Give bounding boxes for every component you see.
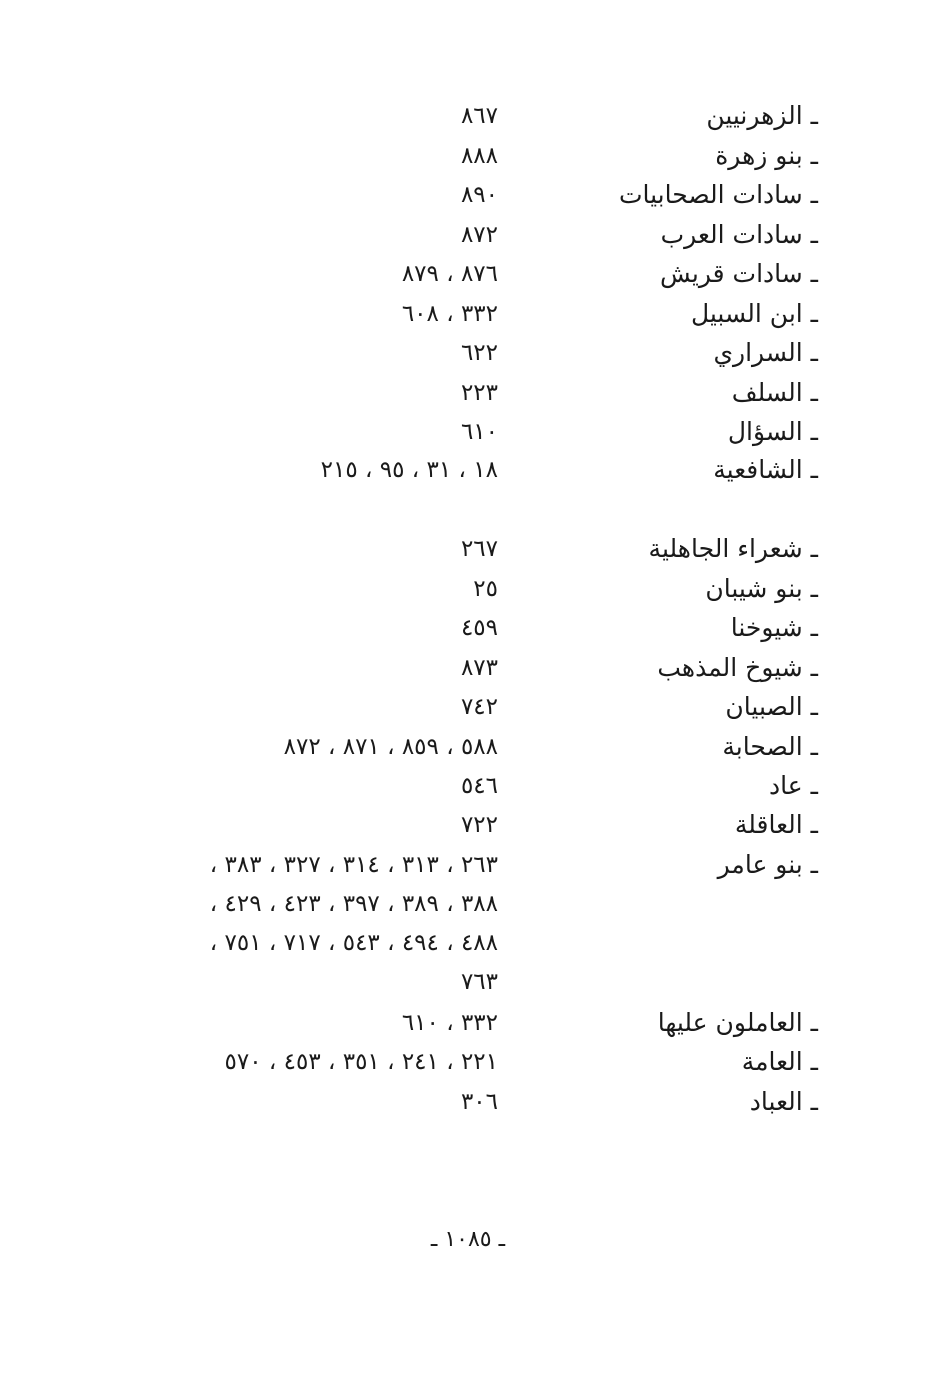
index-entry	[0, 373, 936, 413]
index-entry	[0, 727, 936, 767]
index-page-refs: ٥٤٦	[460, 773, 498, 799]
index-entry	[0, 608, 936, 648]
index-entry-continuation	[0, 923, 936, 963]
index-term: ـ الصبيان	[725, 692, 818, 721]
index-entry	[0, 845, 936, 885]
index-entry	[0, 96, 936, 136]
index-entry-continuation	[0, 962, 936, 1002]
index-page-refs: ٨٧٢	[460, 222, 498, 248]
index-term: ـ سادات قريش	[660, 259, 818, 288]
index-term: ـ شعراء الجاهلية	[648, 534, 818, 563]
index-page-refs: ٣٠٦	[460, 1089, 498, 1115]
index-page-refs: ٢٦٣ ، ٣١٣ ، ٣١٤ ، ٣٢٧ ، ٣٨٣ ،	[209, 852, 498, 878]
index-entry	[0, 215, 936, 255]
index-entry	[0, 450, 936, 490]
index-entry	[0, 1003, 936, 1043]
index-term: ـ الشافعية	[713, 455, 818, 484]
index-entry	[0, 412, 936, 452]
index-term: ـ شيوخ المذهب	[657, 653, 818, 682]
index-term: ـ العاقلة	[734, 810, 818, 839]
index-entry	[0, 569, 936, 609]
index-page-refs: ٨٧٣	[460, 655, 498, 681]
index-page-refs: ٧٦٣	[460, 969, 498, 995]
index-entry	[0, 294, 936, 334]
index-entry	[0, 766, 936, 806]
index-term: ـ العامة	[741, 1047, 818, 1076]
index-term: ـ شيوخنا	[730, 613, 818, 642]
index-page-refs: ٦١٠	[460, 419, 498, 445]
index-page-refs: ٨٩٠	[460, 182, 498, 208]
index-entry	[0, 175, 936, 215]
index-page-refs: ٢٦٧	[460, 536, 498, 562]
index-entry	[0, 136, 936, 176]
index-term: ـ السراري	[713, 338, 818, 367]
index-term: ـ سادات العرب	[660, 220, 818, 249]
index-page-refs: ٣٨٨ ، ٣٨٩ ، ٣٩٧ ، ٤٢٣ ، ٤٢٩ ،	[209, 891, 498, 917]
index-entry-continuation	[0, 884, 936, 924]
index-page-refs: ٧٤٢	[460, 694, 498, 720]
index-page-refs: ٥٨٨ ، ٨٥٩ ، ٨٧١ ، ٨٧٢	[283, 734, 498, 760]
index-page-refs: ١٨ ، ٣١ ، ٩٥ ، ٢١٥	[320, 457, 498, 483]
index-entry	[0, 648, 936, 688]
index-term: ـ الصحابة	[722, 732, 818, 761]
index-page-refs: ٣٣٢ ، ٦١٠	[401, 1010, 498, 1036]
index-entry	[0, 254, 936, 294]
index-term: ـ بنو عامر	[717, 850, 818, 879]
index-term: ـ العباد	[749, 1087, 818, 1116]
index-page-refs: ٢٢٣	[460, 380, 498, 406]
index-page-refs: ٣٣٢ ، ٦٠٨	[401, 301, 498, 327]
index-term: ـ عاد	[769, 771, 818, 800]
index-page-refs: ٦٢٢	[460, 340, 498, 366]
index-page-refs: ٢٥	[473, 576, 498, 602]
index-page-refs: ٨٦٧	[460, 103, 498, 129]
index-term: ـ السؤال	[727, 417, 818, 446]
index-term: ـ العاملون عليها	[657, 1008, 818, 1037]
index-page-refs: ٨٧٦ ، ٨٧٩	[401, 261, 498, 287]
index-term: ـ سادات الصحابيات	[618, 180, 818, 209]
index-term: ـ بنو زهرة	[715, 141, 818, 170]
index-entry	[0, 805, 936, 845]
index-page-refs: ٧٢٢	[460, 812, 498, 838]
page-number: ـ ١٠٨٥ ـ	[430, 1227, 506, 1252]
index-entry	[0, 687, 936, 727]
index-entry	[0, 529, 936, 569]
index-term: ـ الزهرنيين	[706, 101, 818, 130]
index-entry	[0, 333, 936, 373]
index-term: ـ السلف	[731, 378, 818, 407]
index-entry	[0, 1042, 936, 1082]
index-entry	[0, 1082, 936, 1122]
index-page-refs: ٢٢١ ، ٢٤١ ، ٣٥١ ، ٤٥٣ ، ٥٧٠	[224, 1049, 498, 1075]
index-page-refs: ٨٨٨	[460, 143, 498, 169]
index-page-refs: ٤٨٨ ، ٤٩٤ ، ٥٤٣ ، ٧١٧ ، ٧٥١ ،	[209, 930, 498, 956]
index-term: ـ بنو شيبان	[705, 574, 818, 603]
index-term: ـ ابن السبيل	[690, 299, 818, 328]
index-page-refs: ٤٥٩	[460, 615, 498, 641]
